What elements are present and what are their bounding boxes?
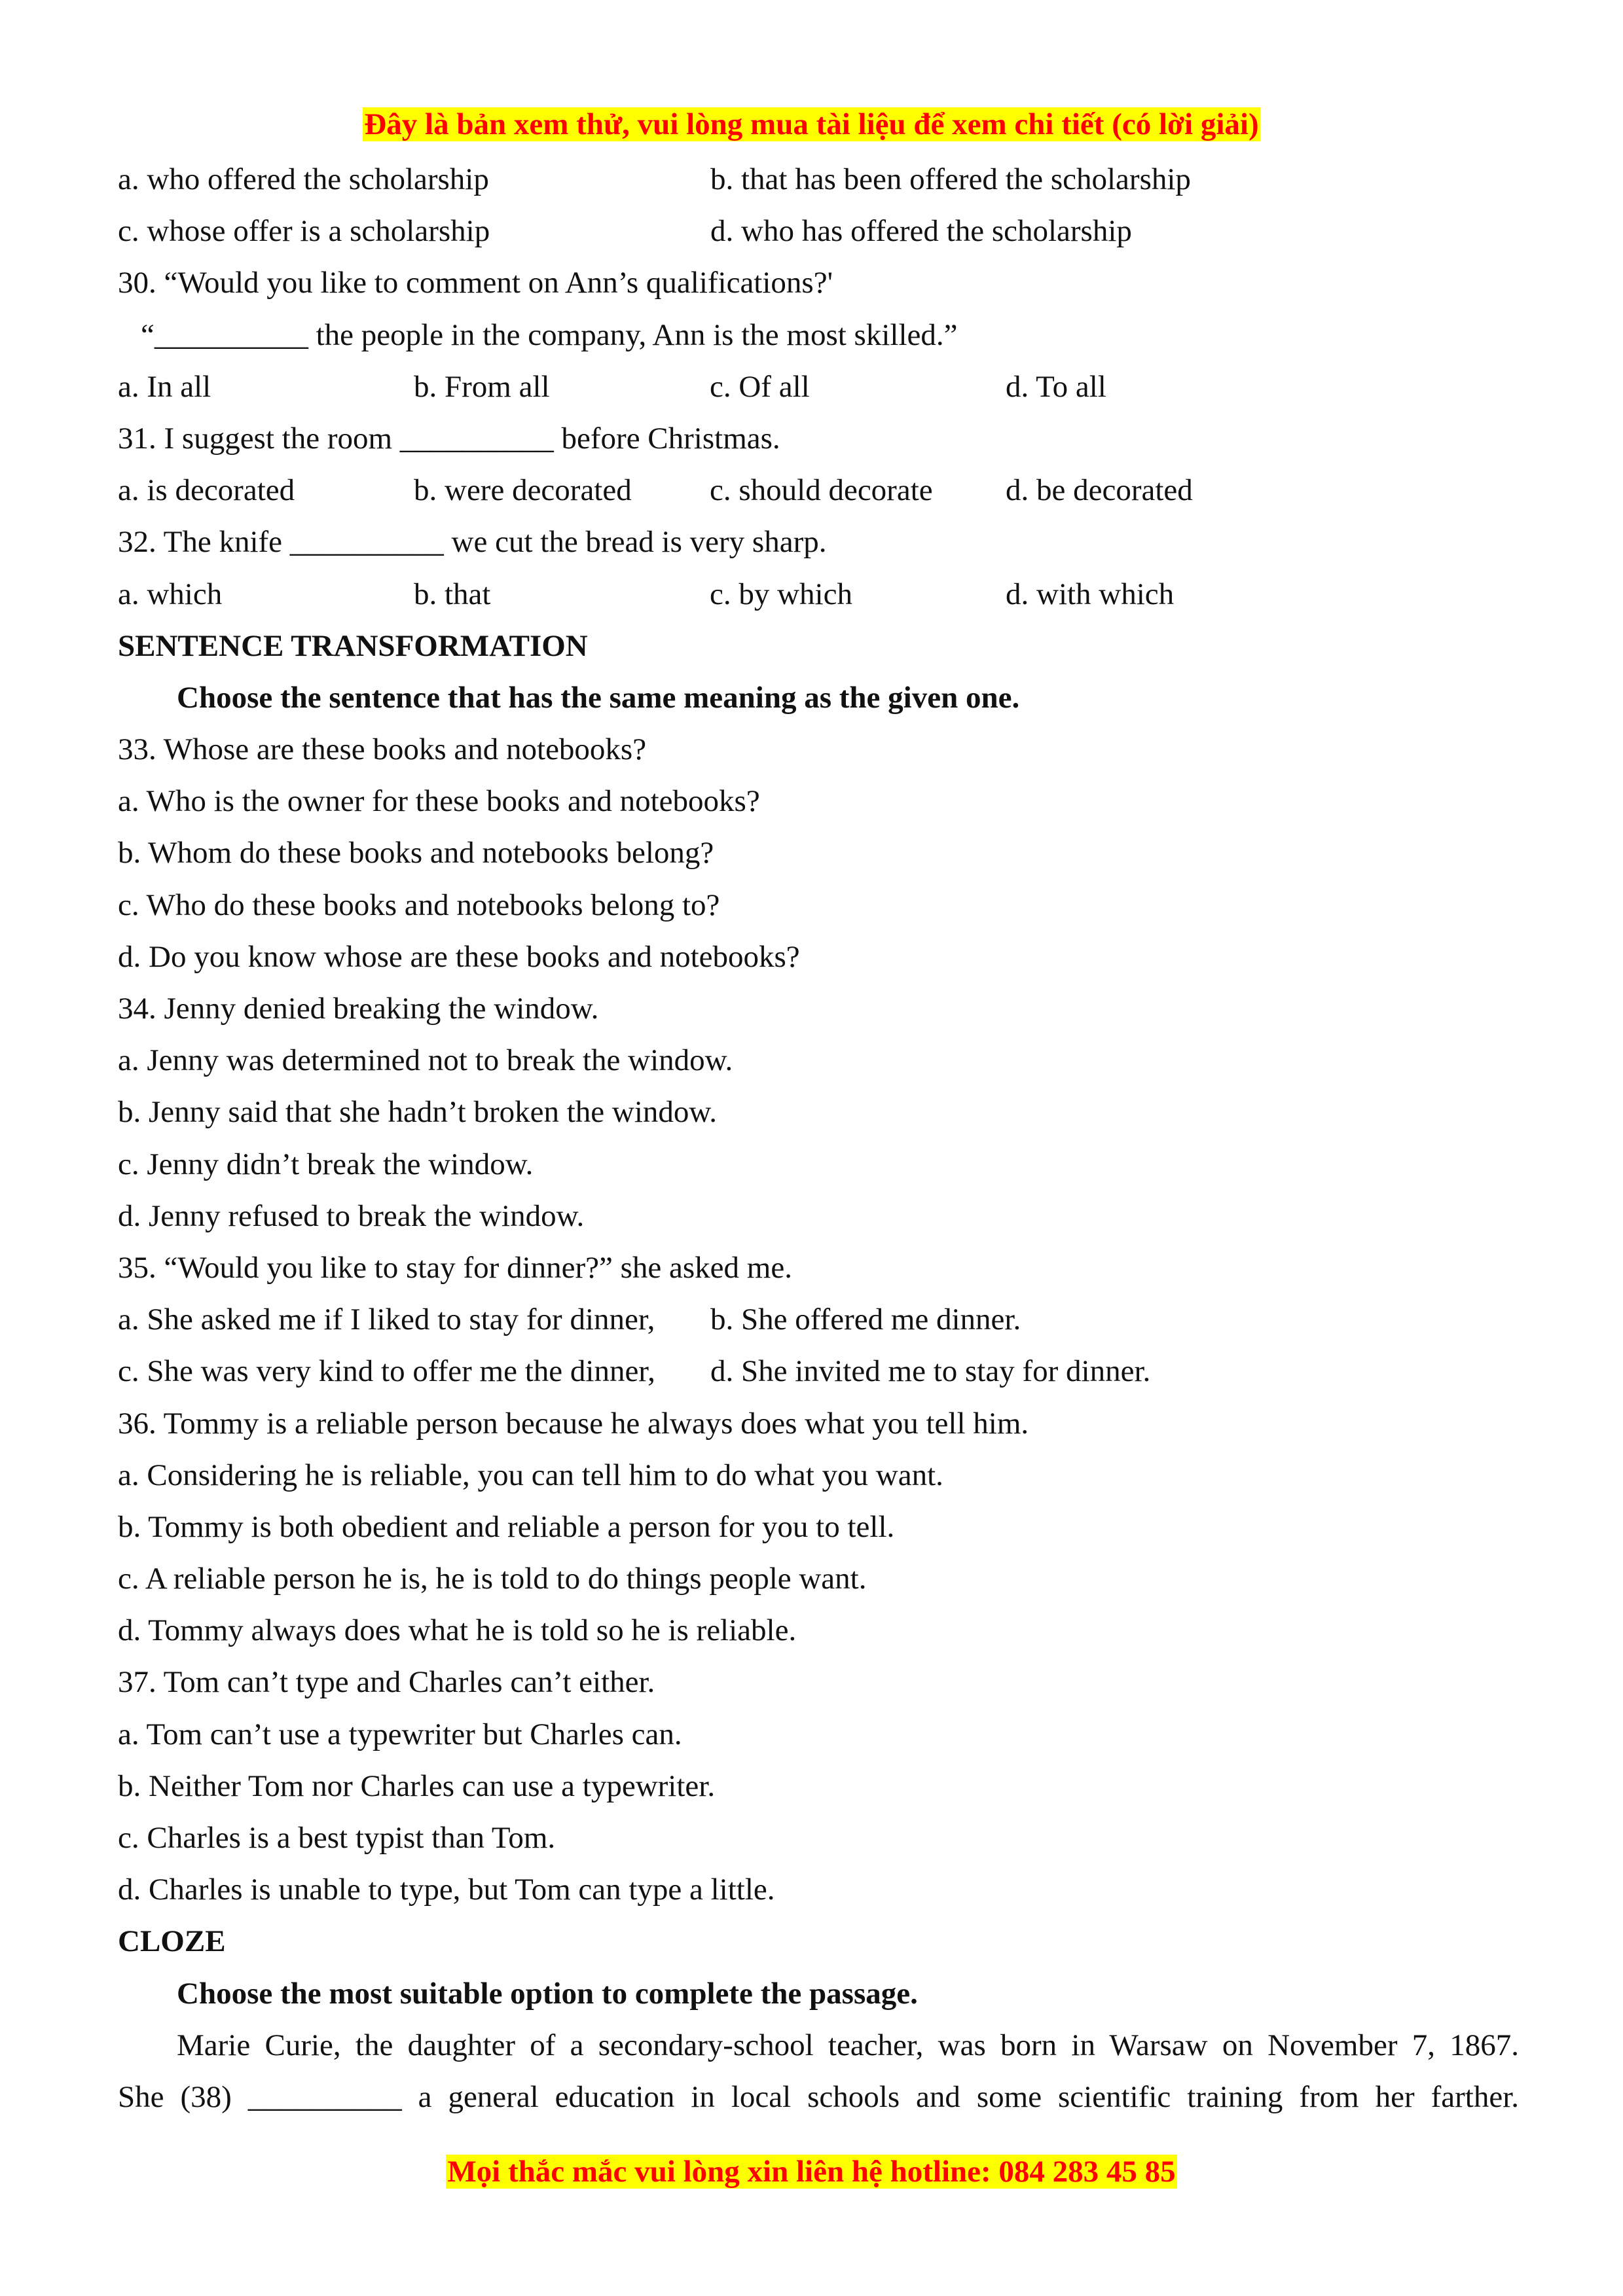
q37-stem: 37. Tom can’t type and Charles can’t either. xyxy=(118,1665,655,1700)
q37-option-a: a. Tom can’t use a typewriter but Charles can. xyxy=(118,1717,682,1751)
q33-option-a: a. Who is the owner for these books and notebooks? xyxy=(118,784,760,819)
hotline-contact-banner xyxy=(0,2153,1623,2190)
q29-option-c: c. whose offer is a scholarship xyxy=(118,214,490,249)
section-heading-transformation: SENTENCE TRANSFORMATION xyxy=(118,628,588,663)
q35-option-d: d. She invited me to stay for dinner. xyxy=(710,1354,1151,1389)
q35-options-row-2 xyxy=(118,1346,1519,1397)
q37-option-b: b. Neither Tom nor Charles can use a typewriter. xyxy=(118,1768,716,1803)
q32-stem: 32. The knife __________ we cut the bread is very sharp. xyxy=(118,525,827,560)
q29-option-b: b. that has been offered the scholarship xyxy=(710,162,1191,196)
q36-option-a: a. Considering he is reliable, you can tell him to do what you want. xyxy=(118,1458,943,1492)
q31-option-a: a. is decorated xyxy=(118,473,295,508)
section-instruction-transformation: Choose the sentence that has the same meaning as the given one. xyxy=(177,680,1020,715)
q35-stem: 35. “Would you like to stay for dinner?” she asked me. xyxy=(118,1250,792,1285)
q36-stem: 36. Tommy is a reliable person because he always does what you tell him. xyxy=(118,1406,1029,1441)
q36-option-d: d. Tommy always does what he is told so he is reliable. xyxy=(118,1613,797,1648)
hotline-contact-text: Mọi thắc mắc vui lòng xin liên hệ hotline: 084 283 45 85 xyxy=(447,2155,1176,2189)
q30-option-c: c. Of all xyxy=(710,369,810,404)
q32-option-b: b. that xyxy=(414,577,491,611)
q31-stem: 31. I suggest the room __________ before Christmas. xyxy=(118,421,780,456)
q32-option-d: d. with which xyxy=(1006,577,1175,611)
q31-option-b: b. were decorated xyxy=(414,473,632,508)
q29-option-a: a. who offered the scholarship xyxy=(118,162,489,196)
q34-option-b: b. Jenny said that she hadn’t broken the window. xyxy=(118,1095,718,1130)
q30-option-a: a. In all xyxy=(118,369,211,404)
q36-option-c: c. A reliable person he is, he is told to do things people want. xyxy=(118,1562,867,1596)
preview-notice-banner xyxy=(0,106,1623,143)
q35-option-a: a. She asked me if I liked to stay for dinner, xyxy=(118,1302,655,1337)
q33-stem: 33. Whose are these books and notebooks? xyxy=(118,732,647,767)
q31-option-d: d. be decorated xyxy=(1006,473,1193,508)
q33-option-b: b. Whom do these books and notebooks belong? xyxy=(118,836,714,870)
q34-option-a: a. Jenny was determined not to break the window. xyxy=(118,1043,733,1078)
q32-option-c: c. by which xyxy=(710,577,852,611)
section-heading-cloze: CLOZE xyxy=(118,1924,226,1959)
q30-stem: 30. “Would you like to comment on Ann’s qualifications?' xyxy=(118,266,833,300)
q35-option-c: c. She was very kind to offer me the dinner, xyxy=(118,1354,655,1389)
q35-options-row-1 xyxy=(118,1294,1519,1346)
q29-options-row-1 xyxy=(118,154,1519,206)
q32-options xyxy=(118,569,1519,620)
q30-option-b: b. From all xyxy=(414,369,550,404)
q34-stem: 34. Jenny denied breaking the window. xyxy=(118,992,599,1026)
q29-option-d: d. who has offered the scholarship xyxy=(710,214,1132,249)
preview-notice-text: Đây là bản xem thử, vui lòng mua tài liệu để xem chi tiết (có lời giải) xyxy=(364,107,1259,141)
q32-option-a: a. which xyxy=(118,577,223,611)
q34-option-d: d. Jenny refused to break the window. xyxy=(118,1198,585,1233)
document-body xyxy=(118,154,1519,2123)
q31-option-c: c. should decorate xyxy=(710,473,933,508)
q36-option-b: b. Tommy is both obedient and reliable a person for you to tell. xyxy=(118,1509,895,1544)
q30-reply: “__________ the people in the company, Ann is the most skilled.” xyxy=(141,317,958,352)
q35-option-b: b. She offered me dinner. xyxy=(710,1302,1021,1337)
q33-option-d: d. Do you know whose are these books and notebooks? xyxy=(118,939,800,974)
q33-option-c: c. Who do these books and notebooks belong to? xyxy=(118,888,720,922)
cloze-passage-line-2: She (38) __________ a general education in local schools and some scientific training from her farther. xyxy=(118,2079,1519,2114)
q34-option-c: c. Jenny didn’t break the window. xyxy=(118,1147,534,1181)
cloze-passage-line-1: Marie Curie, the daughter of a secondary-school teacher, was born in Warsaw on November 7, 1867. xyxy=(177,2028,1519,2062)
q30-option-d: d. To all xyxy=(1006,369,1106,404)
q30-options xyxy=(118,361,1519,413)
q29-options-row-2 xyxy=(118,206,1519,257)
section-instruction-cloze: Choose the most suitable option to complete the passage. xyxy=(177,1976,918,2011)
q37-option-c: c. Charles is a best typist than Tom. xyxy=(118,1821,556,1855)
q37-option-d: d. Charles is unable to type, but Tom can type a little. xyxy=(118,1873,775,1907)
q31-options xyxy=(118,465,1519,516)
